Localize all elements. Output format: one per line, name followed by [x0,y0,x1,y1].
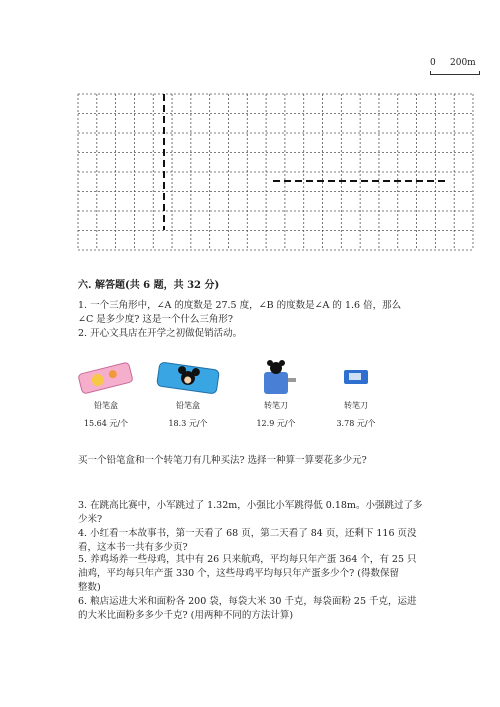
question-6: 6. 粮店运进大米和面粉各 200 袋，每袋大米 30 千克，每袋面粉 25 千克，运进 的大米比面粉多多少千克? (用两种不同的方法计算) [78,596,417,621]
question-1: 1. 一个三角形中，∠A 的度数是 27.5 度，∠B 的度数是∠A 的 1.6 倍，那么 ∠C 是多少度? 这是一个什么三角形? [78,300,402,325]
scale-distance: 200m [450,58,476,68]
product-name: 转笔刀 [264,401,288,410]
product-name: 铅笔盒 [176,401,200,410]
product-price: 18.3 元/个 [168,419,208,428]
product-pencil-box-2 [152,358,224,429]
pencil-box-pooh-image [70,358,142,398]
question-3: 3. 在跳高比赛中，小军跳过了 1.32m，小强比小军跳得低 0.18m。小强跳过了多 少米? [78,500,423,525]
question-2: 2. 开心文具店在开学之初做促销活动。 [78,328,243,339]
product-name: 转笔刀 [344,401,368,410]
product-price: 15.64 元/个 [83,419,129,428]
question-5: 5. 养鸡场养一些母鸡，其中有 26 只来航鸡，平均每只年产蛋 364 个，有 25 只 油鸡，平均每只年产蛋 330 个，这些母鸡平均每只年产蛋多少个? (得数保留 整数) [78,554,417,593]
product-pencil-box-1 [70,358,142,429]
sharpener-mickey-image [240,358,312,398]
dashed-grid [0,0,500,260]
product-name: 铅笔盒 [94,401,118,410]
sharpener-blue-image [320,358,392,398]
product-sharpener-1 [240,358,312,429]
product-sharpener-2 [320,358,392,429]
product-price: 3.78 元/个 [336,419,376,428]
question-4: 4. 小红看一本故事书，第一天看了 68 页，第二天看了 84 页，还剩下 116 页没 看，这本书一共有多少页? [78,528,417,553]
product-price: 12.9 元/个 [256,419,296,428]
scale-zero: 0 [430,58,436,68]
question-2-ask: 买一个铅笔盒和一个转笔刀有几种买法? 选择一种算一算要花多少元? [78,455,367,466]
product-list [70,358,400,428]
section-title: 六. 解答题(共 6 题，共 32 分) [78,280,220,291]
pencil-box-mickey-image [152,358,224,398]
